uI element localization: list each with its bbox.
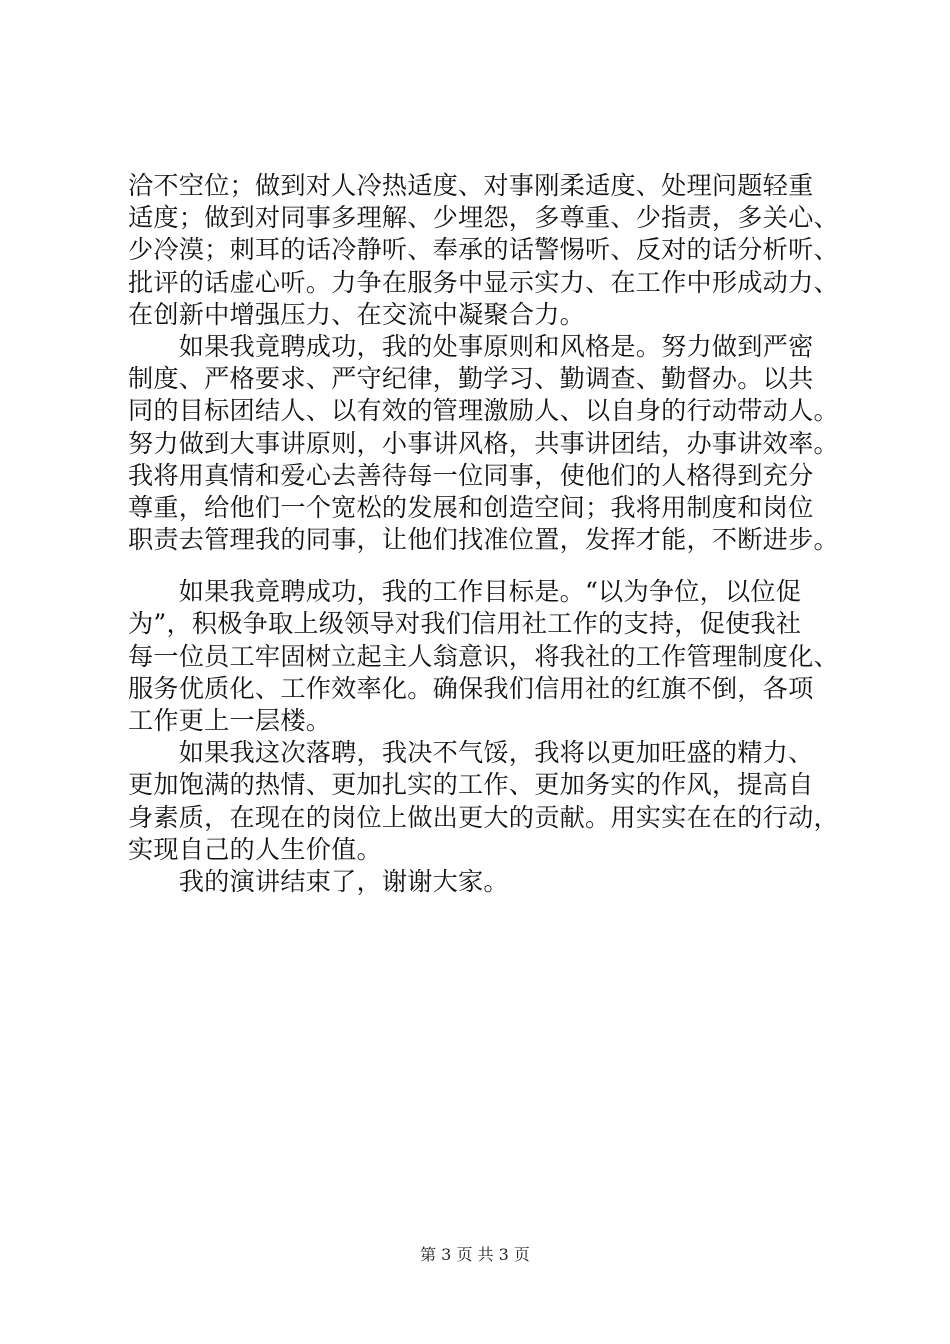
- text-line: 如果我这次落聘，我决不气馁，我将以更加旺盛的精力、: [128, 738, 814, 768]
- text-line: 我的演讲结束了，谢谢大家。: [128, 866, 509, 896]
- text-line: 适度；做到对同事多理解、少埋怨，多尊重、少指责，多关心、: [128, 203, 839, 233]
- text-line: 同的目标团结人、以有效的管理激励人、以自身的行动带动人。: [128, 396, 839, 426]
- text-line: 尊重，给他们一个宽松的发展和创造空间；我将用制度和岗位: [128, 492, 814, 522]
- text-line: 少冷漠；刺耳的话冷静听、奉承的话警惕听、反对的话分析听、: [128, 235, 839, 265]
- text-line: 服务优质化、工作效率化。确保我们信用社的红旗不倒，各项: [128, 673, 814, 703]
- text-line: 更加饱满的热情、更加扎实的工作、更加务实的作风，提高自: [128, 770, 814, 800]
- page-number-footer: 第 3 页 共 3 页: [420, 1245, 530, 1264]
- text-line: 如果我竟聘成功，我的工作目标是。“以为争位，以位促: [128, 577, 802, 607]
- text-line: 职责去管理我的同事，让他们找准位置，发挥才能，不断进步。: [128, 525, 839, 555]
- text-line: 努力做到大事讲原则，小事讲风格，共事讲团结，办事讲效率。: [128, 428, 839, 458]
- speech-body-text: [128, 170, 839, 898]
- text-line: 批评的话虚心听。力争在服务中显示实力、在工作中形成动力、: [128, 267, 839, 297]
- text-line: 身素质，在现在的岗位上做出更大的贡献。用实实在在的行动，: [128, 802, 839, 832]
- text-line: 在创新中增强压力、在交流中凝聚合力。: [128, 299, 585, 329]
- text-line: 我将用真情和爱心去善待每一位同事，使他们的人格得到充分: [128, 460, 814, 490]
- text-line: 工作更上一层楼。: [128, 706, 332, 735]
- text-line: 每一位员工牢固树立起主人翁意识，将我社的工作管理制度化、: [128, 641, 839, 671]
- paragraph-gap: [128, 556, 828, 576]
- text-line: 如果我竟聘成功，我的处事原则和风格是。努力做到严密: [128, 331, 814, 361]
- text-line: 洽不空位；做到对人冷热适度、对事刚柔适度、处理问题轻重: [128, 171, 814, 200]
- text-line: 制度、严格要求、严守纪律，勤学习、勤调查、勤督办。以共: [128, 364, 814, 394]
- text-line: 实现自己的人生价值。: [128, 834, 382, 864]
- text-line: 为”，积极争取上级领导对我们信用社工作的支持，促使我社: [128, 609, 802, 639]
